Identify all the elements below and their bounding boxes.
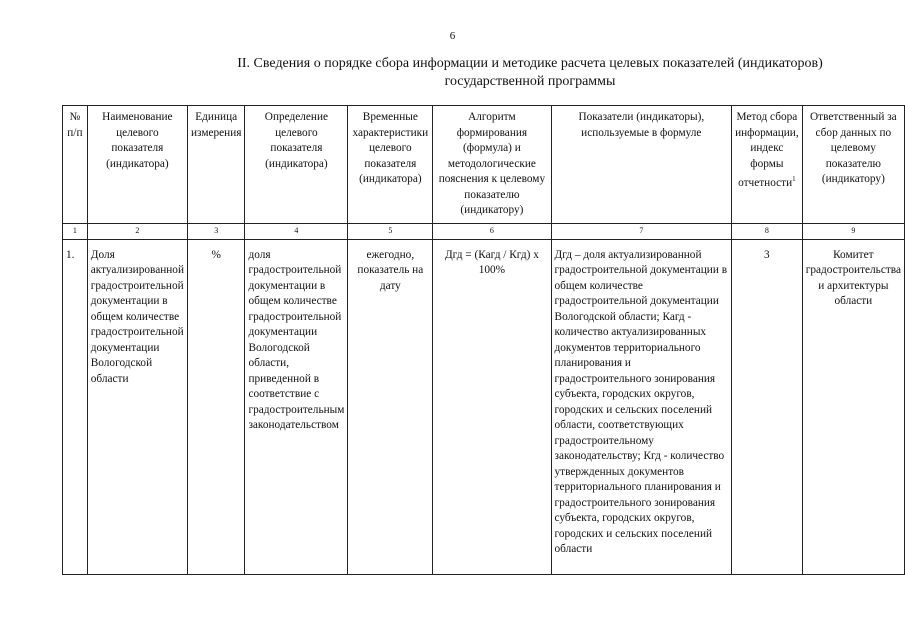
column-number: 5 xyxy=(348,223,433,239)
indicator-name: Доля актуализированной градостроительной документации в общем количестве градостроительной документации Вологодской области xyxy=(87,239,187,574)
column-number: 7 xyxy=(551,223,732,239)
column-number: 2 xyxy=(87,223,187,239)
formula-indicators: Дгд – доля актуализированной градостроительной документации в общем количестве градостроительной документации Вологодской области; Кагд - количество актуализированных документов территориального планирования и градостроительного зонирования субъекта, городских округов, городских и сельских поселений области, соответствующих градостроительному законодательству; Кгд - количество утвержденных документов территориального планирования и градостроительного зонирования субъекта, городских округов, городских и сельских поселений области xyxy=(551,239,732,574)
row-number: 1. xyxy=(63,239,88,574)
column-numbers-row xyxy=(63,223,905,239)
column-number: 8 xyxy=(732,223,803,239)
column-number: 9 xyxy=(802,223,904,239)
header-cell-indicators: Показатели (индикаторы), используемые в формуле xyxy=(551,106,732,224)
footnote-marker: 1 xyxy=(792,175,796,183)
header-cell-definition: Определение целевого показателя (индикатора) xyxy=(245,106,348,224)
indicators-table xyxy=(62,105,905,575)
collection-method: 3 xyxy=(732,239,803,574)
indicator-definition: доля градостроительной документации в общем количестве градостроительной документации Вологодской области, приведенной в соответствие с градостроительным законодательством xyxy=(245,239,348,574)
table-header-row xyxy=(63,106,905,224)
header-cell-unit: Единица измерения xyxy=(187,106,244,224)
column-number: 4 xyxy=(245,223,348,239)
column-number: 3 xyxy=(187,223,244,239)
indicator-unit: % xyxy=(187,239,244,574)
indicator-timing: ежегодно, показатель на дату xyxy=(348,239,433,574)
column-number: 1 xyxy=(63,223,88,239)
header-method-text: Метод сбора информации, индекс формы отчетности xyxy=(735,111,799,189)
column-number: 6 xyxy=(433,223,551,239)
responsible-party: Комитет градостроительства и архитектуры области xyxy=(802,239,904,574)
header-cell-timing: Временные характеристики целевого показателя (индикатора) xyxy=(348,106,433,224)
section-title: II. Сведения о порядке сбора информации и методике расчета целевых показателей (индикаторов) государственной программы xyxy=(237,56,823,89)
header-cell-name: Наименование целевого показателя (индикатора) xyxy=(87,106,187,224)
header-cell-method xyxy=(732,106,803,224)
table-row xyxy=(63,239,905,574)
header-cell-num: № п/п xyxy=(63,106,88,224)
indicator-formula: Дгд = (Кагд / Кгд) х 100% xyxy=(433,239,551,574)
page-number: 6 xyxy=(449,30,456,42)
header-cell-responsible: Ответственный за сбор данных по целевому показателю (индикатору) xyxy=(802,106,904,224)
header-cell-formula: Алгоритм формирования (формула) и методологические пояснения к целевому показателю (индикатору) xyxy=(433,106,551,224)
